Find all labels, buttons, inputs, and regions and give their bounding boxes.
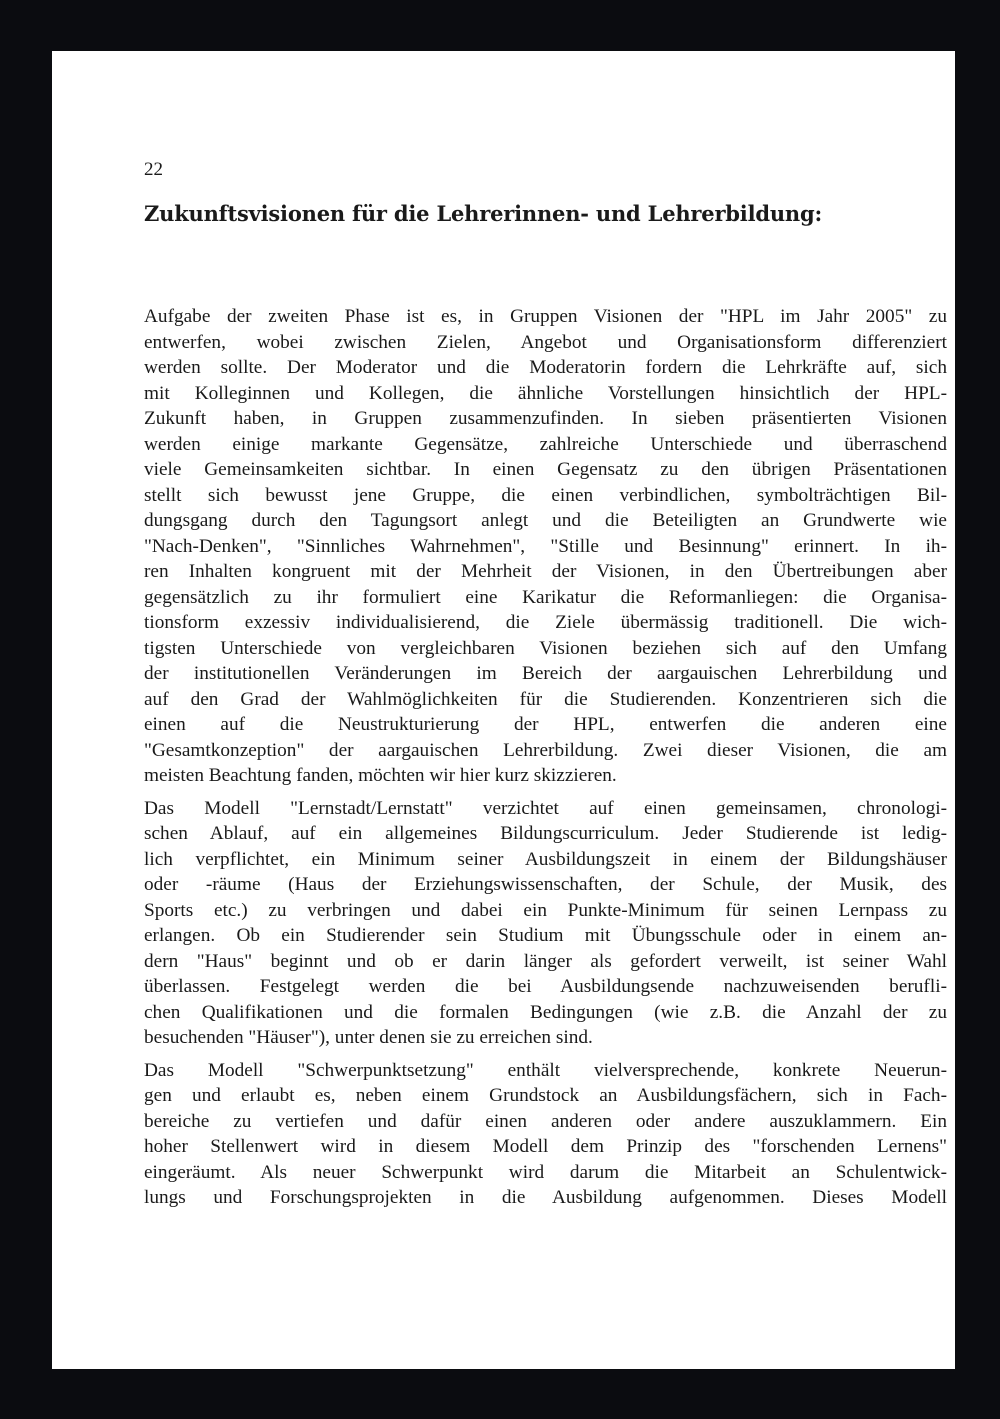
text-line: Sports etc.) zu verbringen und dabei ein Punkte-Minimum für seinen Lernpass zu	[144, 899, 947, 921]
text-line: chen Qualifikationen und die formalen Bedingungen (wie z.B. die Anzahl der zu	[144, 1001, 947, 1023]
paragraph-lernstadt-model	[144, 796, 947, 1051]
text-line: hoher Stellenwert wird in diesem Modell dem Prinzip des "forschenden Lernens"	[144, 1136, 947, 1157]
text-line: "Gesamtkonzeption" der aargauischen Lehrerbildung. Zwei dieser Visionen, die am	[144, 739, 947, 761]
body-text	[144, 304, 947, 1218]
page-number: 22	[144, 159, 163, 180]
text-line: lungs und Forschungsprojekten in die Ausbildung aufgenommen. Dieses Modell	[144, 1187, 947, 1208]
document-page	[52, 51, 955, 1369]
text-line: werden sollte. Der Moderator und die Moderatorin fordern die Lehrkräfte auf, sich	[144, 357, 947, 378]
text-line: werden einige markante Gegensätze, zahlreiche Unterschiede und überraschend	[144, 433, 947, 455]
text-line: entwerfen, wobei zwischen Zielen, Angebot und Organisationsform differenziert	[144, 331, 947, 353]
text-line: oder -räume (Haus der Erziehungswissenschaften, der Schule, der Musik, des	[144, 874, 947, 895]
text-line: lich verpflichtet, ein Minimum seiner Ausbildungszeit in einem der Bildungshäuser	[144, 848, 947, 870]
text-line: tionsform exzessiv individualisierend, die Ziele übermässig traditionell. Die wich-	[144, 612, 947, 633]
text-line: Das Modell "Lernstadt/Lernstatt" verzichtet auf einen gemeinsamen, chronologi-	[144, 797, 947, 819]
text-line: erlangen. Ob ein Studierender sein Studium mit Übungsschule oder in einem an-	[144, 925, 947, 946]
text-line: mit Kolleginnen und Kollegen, die ähnliche Vorstellungen hinsichtlich der HPL-	[144, 382, 947, 404]
text-line: Zukunft haben, in Gruppen zusammenzufinden. In sieben präsentierten Visionen	[144, 408, 947, 429]
text-line: eingeräumt. Als neuer Schwerpunkt wird darum die Mitarbeit an Schulentwick-	[144, 1161, 947, 1183]
text-line: gegensätzlich zu ihr formuliert eine Karikatur die Reformanliegen: die Organisa-	[144, 586, 947, 608]
text-line: einen auf die Neustrukturierung der HPL, entwerfen die anderen eine	[144, 714, 947, 735]
text-line: "Nach-Denken", "Sinnliches Wahrnehmen", "Stille und Besinnung" erinnert. In ih-	[144, 535, 947, 557]
text-line: dern "Haus" beginnt und ob er darin länger als gefordert verweilt, ist seiner Wahl	[144, 950, 947, 972]
text-line: besuchenden "Häuser"), unter denen sie zu erreichen sind.	[144, 1027, 593, 1048]
text-line: viele Gemeinsamkeiten sichtbar. In einen Gegensatz zu den übrigen Präsentationen	[144, 459, 947, 480]
text-line: stellt sich bewusst jene Gruppe, die einen verbindlichen, symbolträchtigen Bil-	[144, 484, 947, 506]
text-line: tigsten Unterschiede von vergleichbaren Visionen beziehen sich auf den Umfang	[144, 637, 947, 659]
text-line: überlassen. Festgelegt werden die bei Ausbildungsende nachzuweisenden berufli-	[144, 976, 947, 997]
paragraph-intro	[144, 304, 947, 789]
text-line: ren Inhalten kongruent mit der Mehrheit der Visionen, in den Übertreibungen aber	[144, 561, 947, 582]
text-line: Das Modell "Schwerpunktsetzung" enthält vielversprechende, konkrete Neuerun-	[144, 1059, 947, 1081]
text-line: meisten Beachtung fanden, möchten wir hier kurz skizzieren.	[144, 765, 617, 786]
text-line: dungsgang durch den Tagungsort anlegt und die Beteiligten an Grundwerte wie	[144, 510, 947, 531]
text-line: schen Ablauf, auf ein allgemeines Bildungscurriculum. Jeder Studierende ist ledig-	[144, 823, 947, 844]
text-line: der institutionellen Veränderungen im Bereich der aargauischen Lehrerbildung und	[144, 663, 947, 684]
text-line: Aufgabe der zweiten Phase ist es, in Gruppen Visionen der "HPL im Jahr 2005" zu	[144, 306, 947, 327]
paragraph-schwerpunkt-model	[144, 1058, 947, 1211]
text-line: bereiche zu vertiefen und dafür einen anderen oder andere auszuklammern. Ein	[144, 1110, 947, 1132]
text-line: auf den Grad der Wahlmöglichkeiten für die Studierenden. Konzentrieren sich die	[144, 688, 947, 710]
section-title: Zukunftsvisionen für die Lehrerinnen- und Lehrerbildung:	[144, 201, 823, 226]
text-line: gen und erlaubt es, neben einem Grundstock an Ausbildungsfächern, sich in Fach-	[144, 1085, 947, 1106]
